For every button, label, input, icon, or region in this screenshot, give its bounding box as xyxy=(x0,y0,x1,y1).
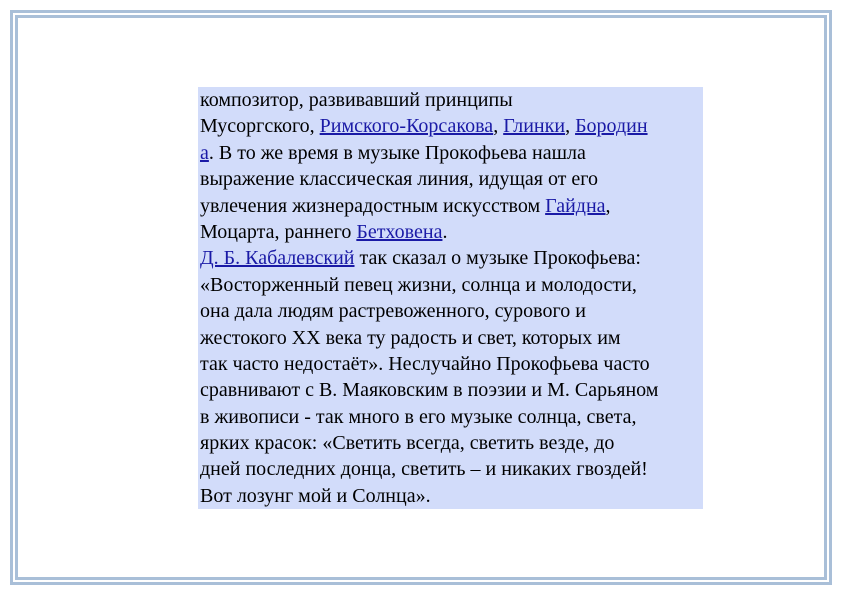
link[interactable]: а xyxy=(200,141,209,164)
text-line xyxy=(200,113,701,139)
text-line xyxy=(200,219,701,245)
text-segment: , xyxy=(605,194,611,217)
text-line xyxy=(200,166,701,192)
link[interactable]: Римского-Корсакова xyxy=(319,115,494,138)
text-line xyxy=(200,325,701,351)
text-segment: выражение классическая линия, идущая от его xyxy=(200,168,599,191)
text-line xyxy=(200,140,701,166)
text-segment: «Восторженный певец жизни, солнца и молодости, xyxy=(200,273,637,296)
text-line xyxy=(200,377,701,403)
text-segment: . xyxy=(442,220,448,243)
text-segment: , xyxy=(565,115,576,138)
text-line xyxy=(200,193,701,219)
text-segment: так сказал о музыке Прокофьева: xyxy=(354,247,641,270)
text-segment: жестокого ХХ века ту радость и свет, которых им xyxy=(200,326,621,349)
text-segment: дней последних донца, светить – и никаких гвоздей! xyxy=(200,458,648,481)
text-line xyxy=(200,430,701,456)
text-segment: так часто недостаёт». Неслучайно Прокофьева часто xyxy=(200,352,650,375)
text-segment: . В то же время в музыке Прокофьева нашла xyxy=(208,141,586,164)
link[interactable]: Гайдна xyxy=(545,194,606,217)
text-segment: сравнивают с В. Маяковским в поэзии и М. Сарьяном xyxy=(200,379,659,402)
slide-text-box xyxy=(198,87,703,509)
text-line xyxy=(200,87,701,113)
link[interactable]: Бородин xyxy=(575,115,648,138)
text-segment: она дала людям растревоженного, сурового и xyxy=(200,300,586,323)
link[interactable]: Глинки xyxy=(503,115,566,138)
text-segment: увлечения жизнерадостным искусством xyxy=(200,194,546,217)
text-line xyxy=(200,404,701,430)
text-line xyxy=(200,456,701,482)
text-segment: Моцарта, раннего xyxy=(200,220,357,243)
text-segment: композитор, развивавший принципы xyxy=(200,89,513,111)
text-line xyxy=(200,245,701,271)
text-segment: Вот лозунг мой и Солнца». xyxy=(200,484,431,507)
link[interactable]: Д. Б. Кабалевский xyxy=(200,247,355,270)
text-segment: в живописи - так много в его музыке солнца, света, xyxy=(200,405,637,428)
text-line xyxy=(200,351,701,377)
text-segment: Мусоргского, xyxy=(200,115,320,138)
text-line xyxy=(200,483,701,509)
text-segment: , xyxy=(493,115,504,138)
text-segment: ярких красок: «Светить всегда, светить везде, до xyxy=(200,432,615,455)
text-line xyxy=(200,272,701,298)
text-line xyxy=(200,298,701,324)
link[interactable]: Бетховена xyxy=(356,220,443,243)
